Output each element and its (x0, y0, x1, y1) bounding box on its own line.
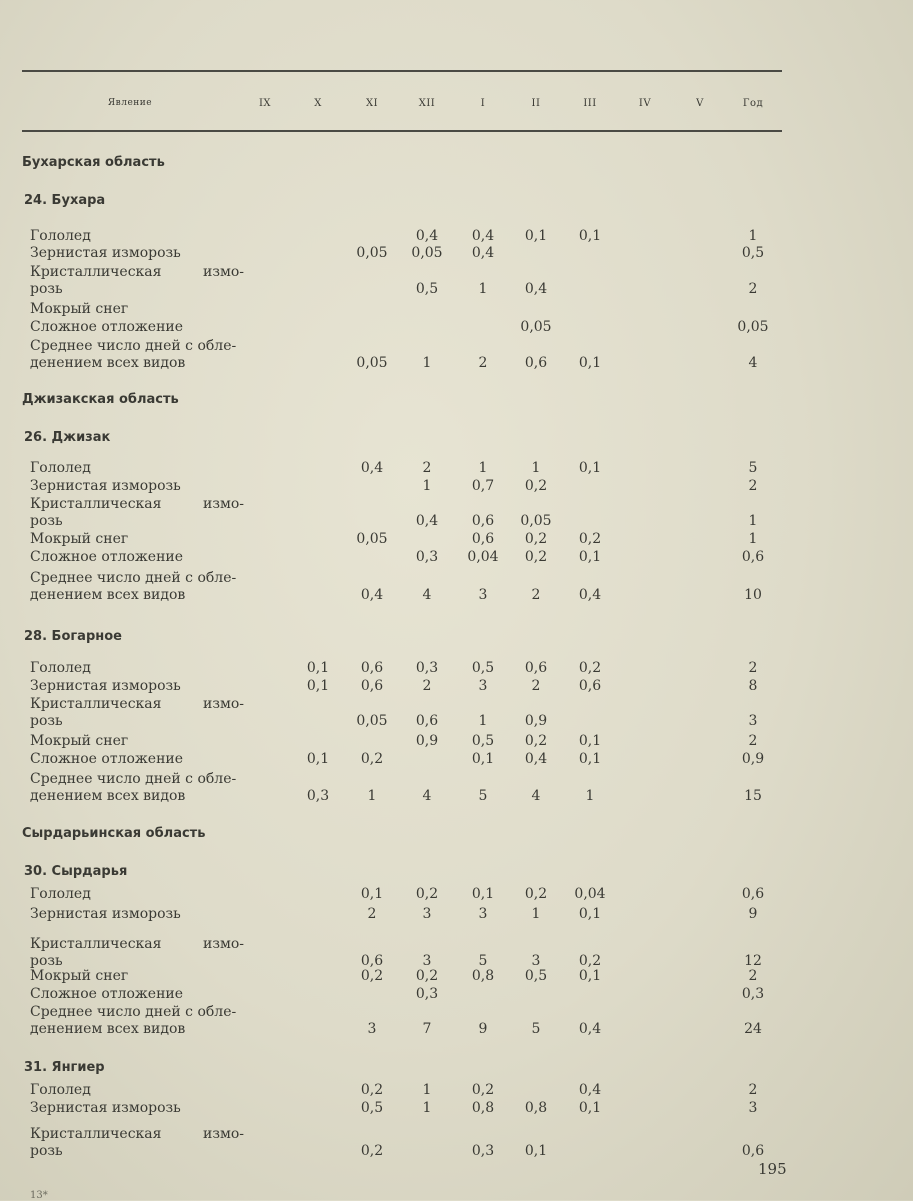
table-cell: 2 (748, 1082, 758, 1098)
table-cell: 0,5 (471, 660, 495, 676)
table-cell: 0,6 (360, 660, 384, 676)
table-cell: 2 (367, 906, 377, 922)
row-label-part: измо- (202, 264, 244, 280)
row-label-part: измо- (202, 496, 244, 512)
station-title: 26. Джизак (24, 430, 111, 445)
table-cell: 10 (744, 587, 762, 603)
table-cell: 0,4 (360, 460, 384, 476)
station-title: 31. Янгиер (24, 1060, 105, 1075)
table-cell: 0,5 (741, 245, 765, 261)
table-cell: 0,2 (578, 660, 602, 676)
row-label-line1 (30, 496, 244, 513)
row-label-line2: розь (30, 281, 63, 297)
table-cell: 3 (748, 1100, 758, 1116)
table-cell: 2 (748, 733, 758, 749)
table-cell: 0,1 (524, 1143, 548, 1159)
row-label-part: измо- (202, 936, 244, 952)
header-col-3: XII (418, 98, 436, 109)
table-cell: 0,8 (524, 1100, 548, 1116)
table-cell: 4 (748, 355, 758, 371)
table-cell: 1 (748, 228, 758, 244)
row-label: Мокрый снег (30, 968, 129, 984)
table-cell: 4 (422, 788, 432, 804)
row-label (30, 1004, 236, 1038)
row-label-part: Кристаллическая (30, 1126, 162, 1142)
table-cell: 0,6 (741, 886, 765, 902)
row-label-line2: розь (30, 1143, 63, 1159)
row-label (30, 338, 236, 372)
row-label (30, 570, 236, 604)
table-cell: 2 (531, 587, 541, 603)
table-cell: 0,1 (578, 733, 602, 749)
table-cell: 0,04 (467, 549, 499, 565)
table-cell: 0,1 (578, 751, 602, 767)
table-cell: 0,2 (524, 531, 548, 547)
table-cell: 3 (531, 953, 541, 969)
row-label (30, 264, 244, 298)
table-cell: 0,8 (471, 968, 495, 984)
row-label-line1: Среднее число дней с обле- (30, 338, 237, 354)
region-title: Сырдарьинская область (22, 826, 206, 841)
table-cell: 0,3 (471, 1143, 495, 1159)
row-label-line1 (30, 264, 244, 281)
table-cell: 0,1 (578, 906, 602, 922)
table-cell: 0,1 (578, 460, 602, 476)
table-cell: 0,05 (356, 245, 388, 261)
table-cell: 0,4 (415, 228, 439, 244)
table-cell: 0,05 (411, 245, 443, 261)
row-label: Зернистая изморозь (30, 245, 181, 261)
row-label: Гололед (30, 660, 91, 676)
row-label-line2: розь (30, 513, 63, 529)
table-cell: 0,6 (471, 531, 495, 547)
table-cell: 0,3 (415, 549, 439, 565)
table-cell: 0,05 (356, 355, 388, 371)
row-label-part: Кристаллическая (30, 496, 162, 512)
row-label: Мокрый снег (30, 733, 129, 749)
table-cell: 2 (748, 660, 758, 676)
table-cell: 0,3 (741, 986, 765, 1002)
table-cell: 0,2 (415, 968, 439, 984)
table-cell: 0,2 (360, 968, 384, 984)
table-cell: 1 (422, 478, 432, 494)
table-cell: 0,1 (306, 751, 330, 767)
table-cell: 0,1 (524, 228, 548, 244)
table-cell: 0,2 (471, 1082, 495, 1098)
table-cell: 3 (478, 587, 488, 603)
row-label (30, 496, 244, 530)
header-col-9: Год (742, 98, 764, 109)
header-col-7: IV (638, 98, 652, 109)
table-cell: 3 (748, 713, 758, 729)
table-cell: 3 (422, 906, 432, 922)
table-cell: 2 (531, 678, 541, 694)
table-cell: 0,4 (524, 751, 548, 767)
row-label: Сложное отложение (30, 751, 184, 767)
header-col-5: II (531, 98, 541, 109)
row-label-part: измо- (202, 1126, 244, 1142)
row-label-line2: розь (30, 953, 63, 969)
table-cell: 0,6 (415, 713, 439, 729)
table-cell: 0,7 (471, 478, 495, 494)
table-cell: 0,4 (415, 513, 439, 529)
region-title: Бухарская область (22, 155, 165, 170)
table-cell: 1 (367, 788, 377, 804)
table-cell: 0,05 (356, 713, 388, 729)
table-cell: 0,2 (524, 886, 548, 902)
table-cell: 0,2 (578, 953, 602, 969)
table-cell: 0,6 (471, 513, 495, 529)
header-col-2: XI (365, 98, 379, 109)
row-label: Гололед (30, 228, 91, 244)
table-cell: 3 (422, 953, 432, 969)
table-cell: 1 (748, 531, 758, 547)
table-cell: 0,3 (415, 660, 439, 676)
row-label: Зернистая изморозь (30, 678, 181, 694)
page-number: 195 (758, 1160, 787, 1178)
row-label (30, 771, 236, 805)
table-cell: 0,1 (306, 660, 330, 676)
table-cell: 5 (478, 953, 488, 969)
row-label: Мокрый снег (30, 531, 129, 547)
header-col-0: IX (258, 98, 272, 109)
table-cell: 2 (748, 968, 758, 984)
table-cell: 0,05 (737, 319, 769, 335)
table-cell: 1 (531, 460, 541, 476)
table-cell: 0,1 (578, 355, 602, 371)
row-label-line2: денением всех видов (30, 587, 186, 603)
row-label-part: Кристаллическая (30, 936, 162, 952)
table-cell: 0,4 (360, 587, 384, 603)
table-cell: 0,1 (471, 886, 495, 902)
table-cell: 9 (748, 906, 758, 922)
table-cell: 3 (367, 1021, 377, 1037)
row-label-line2: денением всех видов (30, 1021, 186, 1037)
table-cell: 7 (422, 1021, 432, 1037)
table-cell: 0,6 (524, 660, 548, 676)
table-cell: 0,2 (360, 751, 384, 767)
footer-mark: 13* (30, 1190, 48, 1201)
table-cell: 2 (422, 678, 432, 694)
station-title: 24. Бухара (24, 193, 106, 208)
table-cell: 1 (585, 788, 595, 804)
row-label-part: Кристаллическая (30, 696, 162, 712)
table-cell: 24 (744, 1021, 762, 1037)
table-cell: 5 (478, 788, 488, 804)
table-cell: 0,4 (471, 228, 495, 244)
table-cell: 0,2 (360, 1082, 384, 1098)
row-label (30, 1126, 244, 1160)
table-cell: 3 (478, 906, 488, 922)
table-cell: 2 (748, 478, 758, 494)
row-label: Сложное отложение (30, 549, 184, 565)
row-label: Гололед (30, 1082, 91, 1098)
table-cell: 0,3 (306, 788, 330, 804)
row-label-line1: Среднее число дней с обле- (30, 1004, 237, 1020)
station-title: 28. Богарное (24, 629, 122, 644)
table-cell: 0,4 (578, 1021, 602, 1037)
table-cell: 0,4 (471, 245, 495, 261)
table-cell: 0,1 (471, 751, 495, 767)
row-label: Гололед (30, 460, 91, 476)
table-cell: 0,4 (524, 281, 548, 297)
table-cell: 0,2 (578, 531, 602, 547)
table-cell: 1 (478, 281, 488, 297)
table-cell: 0,6 (360, 678, 384, 694)
table-cell: 1 (478, 713, 488, 729)
table-cell: 1 (478, 460, 488, 476)
table-cell: 0,05 (520, 319, 552, 335)
table-cell: 15 (744, 788, 762, 804)
table-cell: 1 (531, 906, 541, 922)
row-label: Сложное отложение (30, 986, 184, 1002)
table-cell: 2 (478, 355, 488, 371)
header-col-1: X (314, 98, 322, 109)
table-cell: 0,6 (578, 678, 602, 694)
row-label-line2: денением всех видов (30, 788, 186, 804)
region-title: Джизакская область (22, 392, 179, 407)
table-cell: 0,1 (360, 886, 384, 902)
header-col-6: III (583, 98, 597, 109)
header-col-8: V (696, 98, 704, 109)
row-label: Гололед (30, 886, 91, 902)
table-cell: 5 (531, 1021, 541, 1037)
top-rule (22, 70, 782, 72)
table-cell: 0,6 (360, 953, 384, 969)
table-cell: 0,5 (360, 1100, 384, 1116)
table-cell: 5 (748, 460, 758, 476)
table-cell: 1 (748, 513, 758, 529)
table-cell: 0,9 (415, 733, 439, 749)
table-cell: 8 (748, 678, 758, 694)
table-cell: 12 (744, 953, 762, 969)
table-cell: 0,04 (574, 886, 606, 902)
table-cell: 0,1 (306, 678, 330, 694)
row-label (30, 696, 244, 730)
table-cell: 0,2 (524, 478, 548, 494)
table-cell: 0,4 (578, 587, 602, 603)
header-rule (22, 130, 782, 132)
row-label-part: измо- (202, 696, 244, 712)
table-cell: 0,5 (471, 733, 495, 749)
table-cell: 2 (422, 460, 432, 476)
header-col-4: I (480, 98, 486, 109)
row-label-line1 (30, 696, 244, 713)
table-cell: 0,2 (524, 549, 548, 565)
table-cell: 0,9 (741, 751, 765, 767)
row-label-line1: Среднее число дней с обле- (30, 570, 237, 586)
row-label-line1 (30, 1126, 244, 1143)
row-label: Зернистая изморозь (30, 478, 181, 494)
table-cell: 0,2 (415, 886, 439, 902)
table-cell: 9 (478, 1021, 488, 1037)
row-label: Сложное отложение (30, 319, 184, 335)
row-label-line1: Среднее число дней с обле- (30, 771, 237, 787)
table-cell: 0,1 (578, 228, 602, 244)
header-phenomenon: Явление (107, 98, 153, 108)
table-cell: 0,5 (415, 281, 439, 297)
row-label: Мокрый снег (30, 301, 129, 317)
table-cell: 0,05 (520, 513, 552, 529)
row-label (30, 936, 244, 970)
table-cell: 0,4 (578, 1082, 602, 1098)
station-title: 30. Сырдарья (24, 864, 128, 879)
table-cell: 0,2 (360, 1143, 384, 1159)
table-cell: 0,05 (356, 531, 388, 547)
table-cell: 2 (748, 281, 758, 297)
table-cell: 0,3 (415, 986, 439, 1002)
row-label: Зернистая изморозь (30, 906, 181, 922)
row-label: Зернистая изморозь (30, 1100, 181, 1116)
table-cell: 0,6 (524, 355, 548, 371)
table-cell: 1 (422, 355, 432, 371)
table-cell: 0,9 (524, 713, 548, 729)
table-cell: 0,8 (471, 1100, 495, 1116)
row-label-line2: денением всех видов (30, 355, 186, 371)
table-cell: 0,6 (741, 549, 765, 565)
table-cell: 0,5 (524, 968, 548, 984)
table-cell: 0,2 (524, 733, 548, 749)
table-cell: 1 (422, 1100, 432, 1116)
table-cell: 0,1 (578, 549, 602, 565)
table-cell: 0,1 (578, 1100, 602, 1116)
table-cell: 0,6 (741, 1143, 765, 1159)
row-label-line2: розь (30, 713, 63, 729)
row-label-line1 (30, 936, 244, 953)
table-cell: 1 (422, 1082, 432, 1098)
table-cell: 4 (531, 788, 541, 804)
row-label-part: Кристаллическая (30, 264, 162, 280)
table-cell: 3 (478, 678, 488, 694)
table-cell: 4 (422, 587, 432, 603)
table-cell: 0,1 (578, 968, 602, 984)
